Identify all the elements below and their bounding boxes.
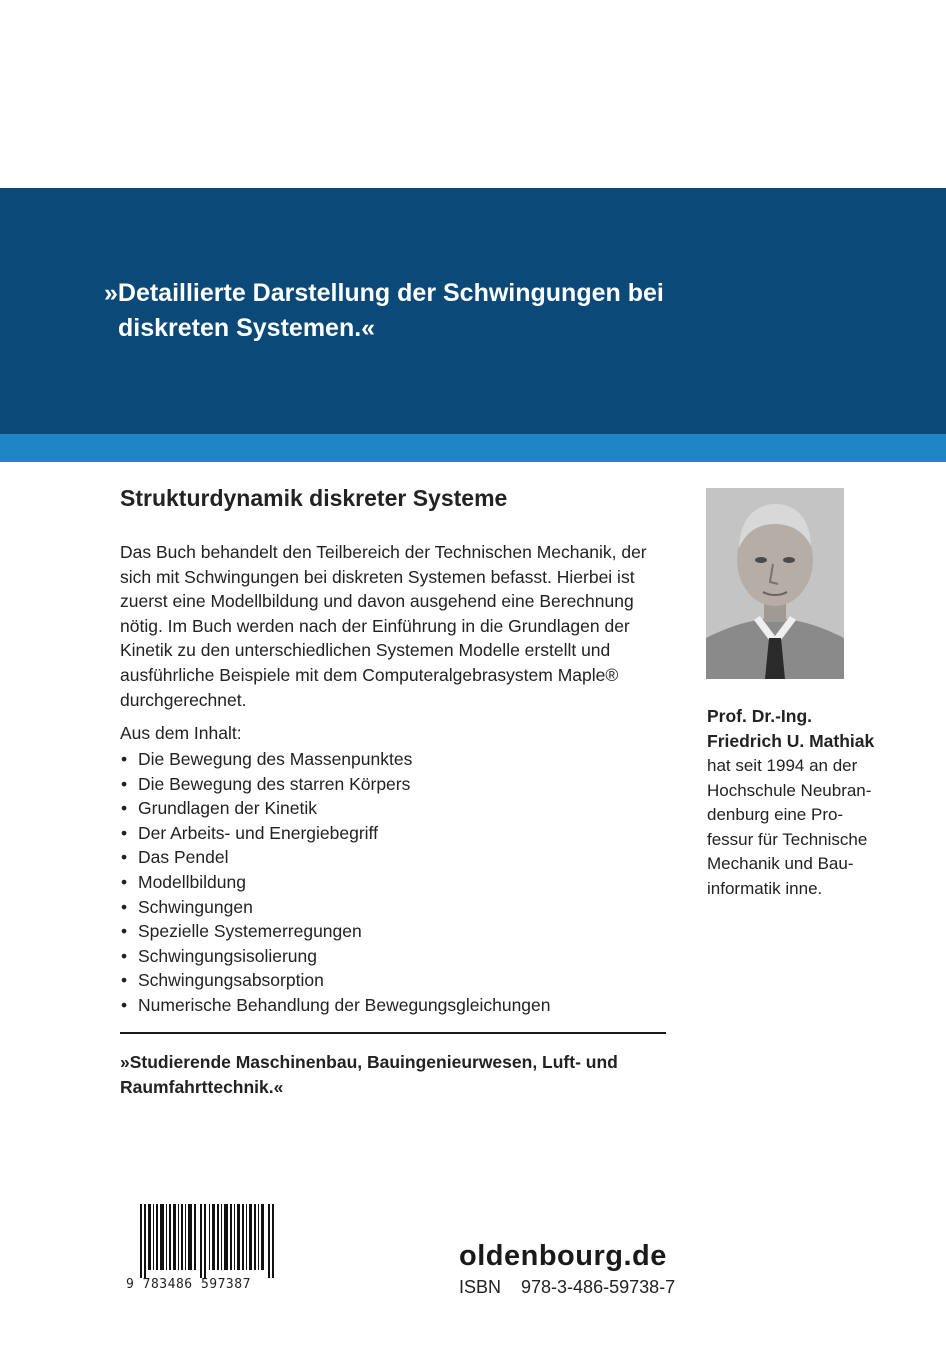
list-item: • Die Bewegung des Massenpunktes: [120, 747, 551, 772]
divider: [120, 1032, 666, 1034]
description-line: sich mit Schwingungen bei diskreten Systemen befasst. Hierbei ist: [120, 566, 635, 587]
audience-quote-line-1: »Studierende Maschinenbau, Bauingenieurwesen, Luft- und: [120, 1052, 618, 1072]
list-item: • Der Arbeits- und Energiebegriff: [120, 821, 551, 846]
author-name: [707, 704, 874, 754]
bullet-icon: •: [121, 896, 128, 917]
bio-line: denburg eine Pro-: [707, 805, 844, 825]
author-name-line-2: Friedrich U. Mathiak: [707, 731, 875, 751]
bio-line: informatik inne.: [707, 878, 823, 898]
banner-quote-line-2: diskreten Systemen.«: [118, 314, 376, 342]
bullet-icon: •: [121, 994, 128, 1015]
list-item: • Die Bewegung des starren Körpers: [120, 772, 551, 797]
bullet-icon: •: [121, 822, 128, 843]
audience-quote: [120, 1050, 680, 1100]
description-line: Das Buch behandelt den Teilbereich der Technischen Mechanik, der: [120, 542, 647, 562]
description-line: Kinetik zu den unterschiedlichen Systemen Modelle erstellt und: [120, 640, 611, 661]
bullet-icon: •: [121, 970, 128, 991]
author-bio: [707, 754, 907, 902]
book-description: [120, 540, 650, 712]
contents-heading: Aus dem Inhalt:: [120, 723, 242, 743]
bullet-icon: •: [121, 749, 128, 769]
author-photo: [706, 488, 844, 679]
description-line: ausführliche Beispiele mit dem Computeralgebrasystem Maple®: [120, 664, 619, 685]
isbn-label: ISBN: [459, 1277, 502, 1297]
list-item: • Spezielle Systemerregungen: [120, 919, 551, 944]
list-item: • Grundlagen der Kinetik: [120, 796, 551, 821]
bio-line: fessur für Technische: [707, 829, 868, 849]
bullet-icon: •: [121, 871, 128, 892]
bio-line: Hochschule Neubran-: [707, 780, 872, 800]
list-item: • Schwingungen: [120, 895, 551, 920]
author-name-line-1: Prof. Dr.-Ing.: [707, 706, 812, 726]
barcode-icon: [140, 1204, 274, 1278]
isbn: [459, 1277, 675, 1298]
bullet-icon: •: [121, 945, 128, 966]
list-item: • Modellbildung: [120, 870, 551, 895]
bullet-icon: •: [121, 773, 128, 794]
list-item: • Numerische Behandlung der Bewegungsgleichungen: [120, 993, 551, 1018]
bullet-icon: •: [121, 921, 128, 942]
bio-line: hat seit 1994 an der: [707, 756, 858, 775]
banner-quote-line-1: »Detaillierte Darstellung der Schwingungen bei: [104, 279, 664, 307]
publisher-website[interactable]: oldenbourg.de: [459, 1240, 667, 1272]
audience-quote-line-2: Raumfahrttechnik.«: [120, 1077, 284, 1097]
description-line: nötig. Im Buch werden nach der Einführung in die Grundlagen der: [120, 615, 630, 636]
barcode-number: 9 783486 597387: [126, 1277, 251, 1292]
list-item: • Das Pendel: [120, 845, 551, 870]
list-item: • Schwingungsabsorption: [120, 968, 551, 993]
bullet-icon: •: [121, 847, 128, 868]
book-title: Strukturdynamik diskreter Systeme: [120, 485, 508, 511]
description-line: zuerst eine Modellbildung und davon ausgehend eine Berechnung: [120, 591, 634, 612]
contents-list: [120, 747, 551, 1018]
list-item: • Schwingungsisolierung: [120, 944, 551, 969]
bullet-icon: •: [121, 798, 128, 819]
bio-line: Mechanik und Bau-: [707, 854, 854, 874]
isbn-number: 978-3-486-59738-7: [521, 1277, 676, 1297]
banner-accent-strip: [0, 434, 946, 462]
description-line: durchgerechnet.: [120, 689, 247, 710]
banner-quote: [104, 276, 724, 346]
